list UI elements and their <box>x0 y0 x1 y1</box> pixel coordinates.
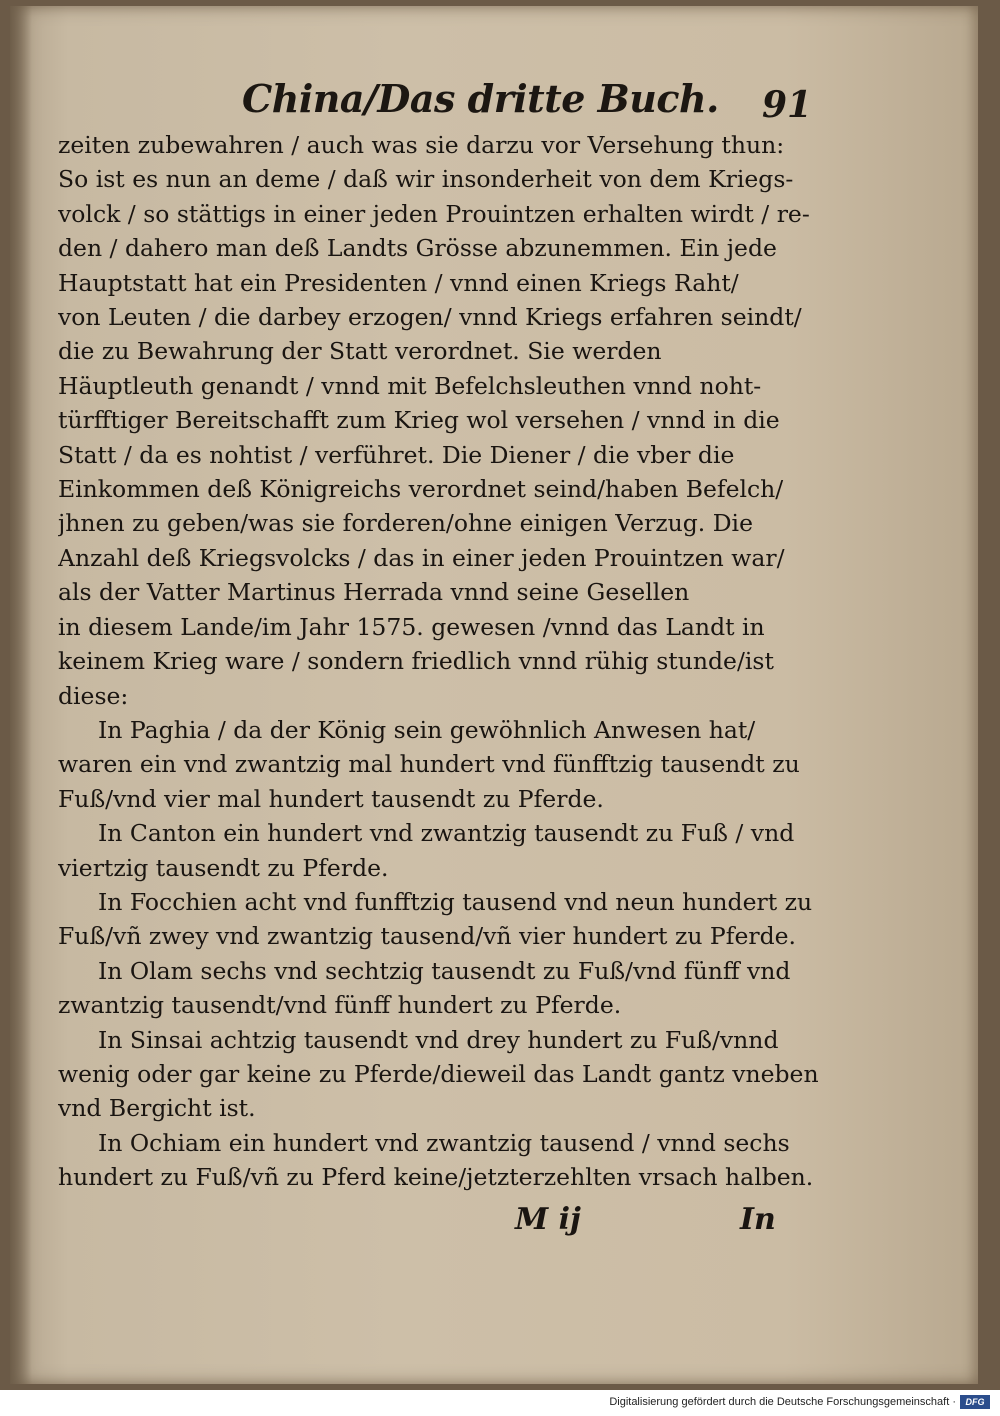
text-line: als der Vatter Martinus Herrada vnnd seine Gesellen <box>58 578 690 607</box>
paragraph-sinsai-line: vnd Bergicht ist. <box>58 1094 256 1123</box>
paragraph-sinsai-line: In Sinsai achtzig tausendt vnd drey hundert zu Fuß/vnnd <box>98 1025 779 1054</box>
paragraph-canton-line: viertzig tausendt zu Pferde. <box>58 853 389 882</box>
paragraph-canton-line: In Canton ein hundert vnd zwantzig tausendt zu Fuß / vnd <box>98 819 795 848</box>
book-page <box>10 6 978 1384</box>
page-number: 91 <box>762 84 813 126</box>
paragraph-focchien-line: Fuß/vñ zwey vnd zwantzig tausend/vñ vier hundert zu Pferde. <box>58 922 797 951</box>
paragraph-olam-line: In Olam sechs vnd sechtzig tausendt zu Fuß/vnd fünff vnd <box>98 956 791 985</box>
paragraph-paghia-line: waren ein vnd zwantzig mal hundert vnd fünfftzig tausendt zu <box>58 750 800 779</box>
body-text <box>58 128 828 1195</box>
running-head: China/Das dritte Buch. <box>242 76 719 121</box>
text-line: zeiten zubewahren / auch was sie darzu vor Versehung thun: <box>58 131 785 159</box>
paragraph-olam-line: zwantzig tausendt/vnd fünff hundert zu Pferde. <box>58 991 622 1020</box>
text-line: So ist es nun an deme / daß wir insonderheit von dem Kriegs- <box>58 165 794 194</box>
text-line: türfftiger Bereitschafft zum Krieg wol versehen / vnnd in die <box>58 406 780 435</box>
paragraph-focchien-line: In Focchien acht vnd funfftzig tausend vnd neun hundert zu <box>98 887 813 916</box>
paragraph-ochiam-line: hundert zu Fuß/vñ zu Pferd keine/jetzterzehlten vrsach halben. <box>58 1163 814 1192</box>
text-line: die zu Bewahrung der Statt verordnet. Sie werden <box>58 337 662 366</box>
text-line: Häuptleuth genandt / vnnd mit Befelchsleuthen vnnd noht- <box>58 371 762 400</box>
paragraph-paghia-line: Fuß/vnd vier mal hundert tausendt zu Pferde. <box>58 784 604 813</box>
text-line: in diesem Lande/im Jahr 1575. gewesen /vnnd das Landt in <box>58 612 765 641</box>
digitization-footer <box>0 1390 1000 1416</box>
text-line: Einkommen deß Königreichs verordnet seind/haben Befelch/ <box>58 475 784 504</box>
paragraph-sinsai-line: wenig oder gar keine zu Pferde/dieweil das Landt gantz vneben <box>58 1059 819 1088</box>
text-line: Anzahl deß Kriegsvolcks / das in einer jeden Prouintzen war/ <box>58 543 785 572</box>
text-line: den / dahero man deß Landts Grösse abzunemmen. Ein jede <box>58 234 777 263</box>
text-line: jhnen zu geben/was sie forderen/ohne einigen Verzug. Die <box>58 509 753 538</box>
paragraph-ochiam-line: In Ochiam ein hundert vnd zwantzig tausend / vnnd sechs <box>98 1128 790 1157</box>
text-line: Statt / da es nohtist / verführet. Die Diener / die vber die <box>58 440 735 469</box>
text-line: Hauptstatt hat ein Presidenten / vnnd einen Kriegs Raht/ <box>58 268 739 297</box>
signature-mark: M ij <box>515 1202 581 1237</box>
paragraph-paghia-line: In Paghia / da der König sein gewöhnlich Anwesen hat/ <box>98 715 756 744</box>
text-line: von Leuten / die darbey erzogen/ vnnd Kriegs erfahren seindt/ <box>58 303 802 332</box>
dfg-logo-icon: DFG <box>960 1395 990 1409</box>
footer-credit: Digitalisierung gefördert durch die Deutsche Forschungsgemeinschaft · <box>609 1396 956 1408</box>
text-line: volck / so stättigs in einer jeden Prouintzen erhalten wirdt / re- <box>58 199 810 228</box>
text-line: keinem Krieg ware / sondern friedlich vnnd rühig stunde/ist <box>58 647 774 676</box>
text-line: diese: <box>58 681 129 710</box>
catchword: In <box>740 1202 776 1237</box>
page-gutter-shadow <box>10 6 32 1384</box>
